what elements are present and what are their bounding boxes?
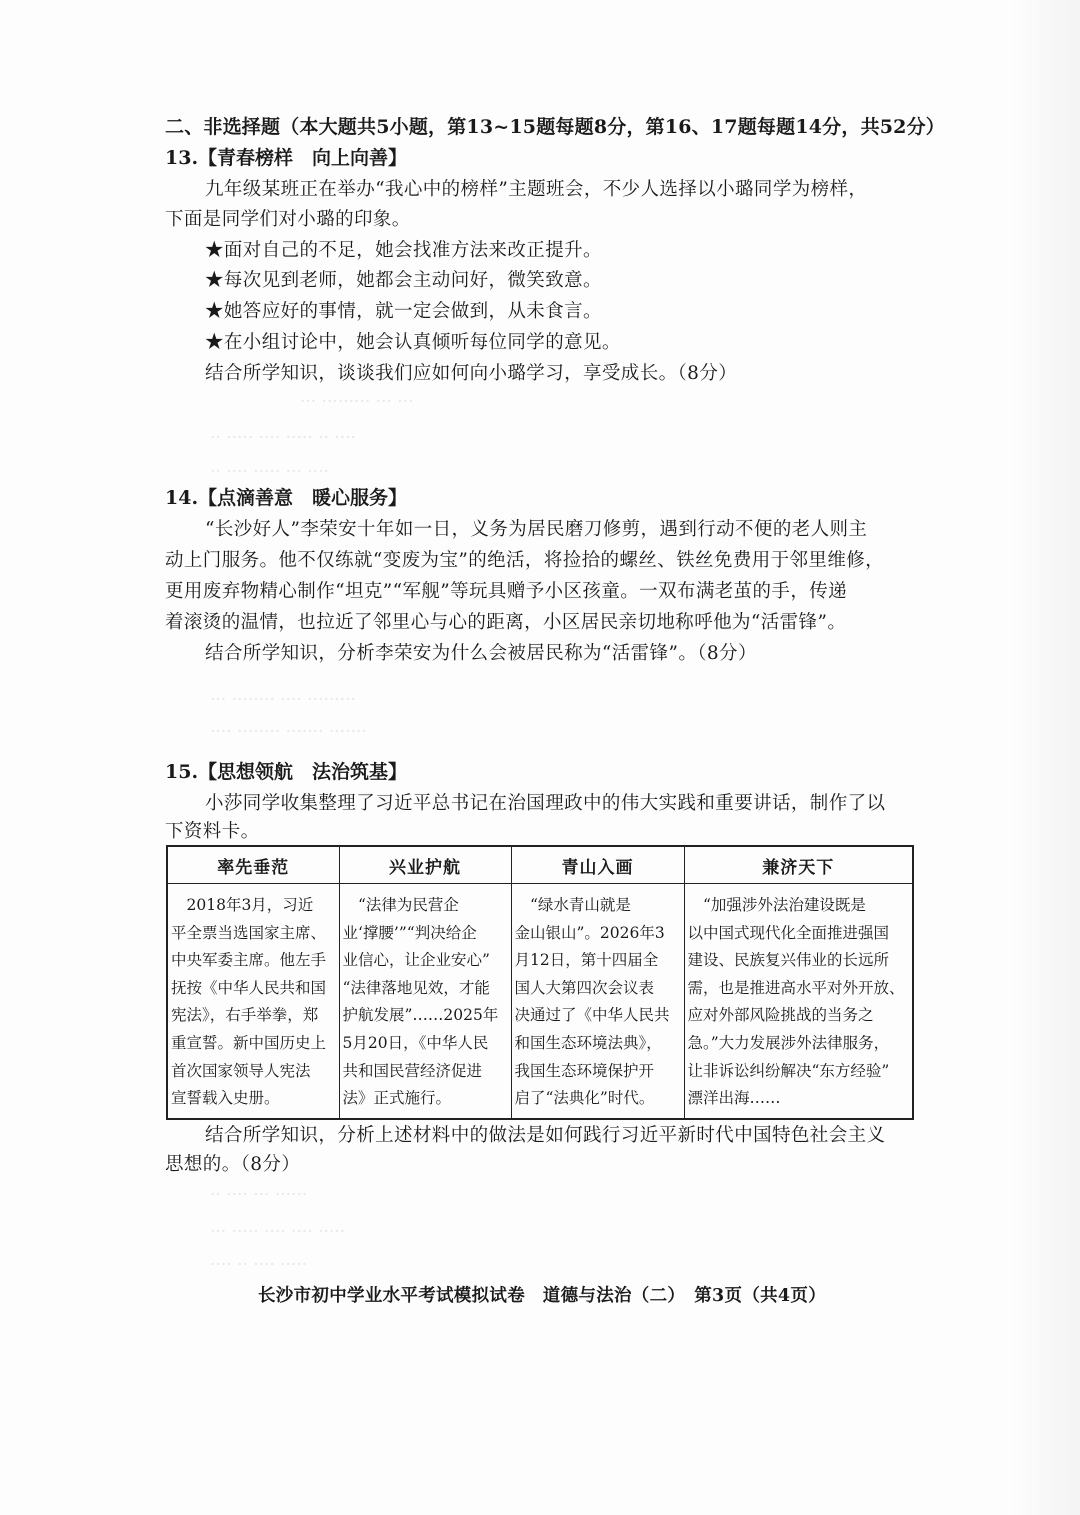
q14-paragraph-line: 动上门服务。他不仅练就“变废为宝”的绝活，将捡拾的螺丝、铁丝免费用于邻里维修， (165, 550, 885, 571)
q14-paragraph-line: 着滚烫的温情，也拉近了邻里心与心的距离，小区居民亲切地称呼他为“活雷锋”。 (165, 612, 847, 633)
scan-shadow (1010, 0, 1080, 1515)
cell-text-line: 护航发展”……2025年 (342, 1006, 499, 1025)
cell-text-line: 月12日，第十四届全 (514, 951, 659, 970)
table-header: 兴业护航 (339, 846, 511, 884)
table-cell (511, 884, 684, 1120)
cell-text-line: 平全票当选国家主席、 (171, 923, 327, 942)
q15-intro-line: 小莎同学收集整理了习近平总书记在治国理政中的伟大实践和重要讲话，制作了以 (205, 793, 886, 814)
q14-title: 14.【点滴善意 暖心服务】 (165, 487, 408, 509)
bleed-through: ··· ········· ··· ··· (300, 392, 414, 412)
q14-paragraph-line: 更用废弃物精心制作“坦克”“军舰”等玩具赠予小区孩童。一双布满老茧的手，传递 (165, 581, 848, 602)
cell-text-line: 急。”大力发展涉外法律服务， (687, 1033, 890, 1052)
bleed-through: ···· ·· ···· ····· (210, 1255, 308, 1275)
cell-text-line: 我国生态环境保护开 (514, 1061, 655, 1080)
q14-question: 结合所学知识，分析李荣安为什么会被居民称为“活雷锋”。（8分） (205, 643, 757, 664)
cell-text-line: “加强涉外法治建设既是 (687, 896, 866, 914)
cell-text-line: 抚按《中华人民共和国 (171, 978, 327, 997)
cell-text-line: “绿水青山就是 (514, 896, 631, 914)
cell-text-line: 重宣誓。新中国历史上 (171, 1033, 327, 1052)
table-cell (167, 884, 339, 1120)
bleed-through: ·· ····· ···· ····· ·· ···· (210, 428, 356, 448)
table-header-row (167, 846, 913, 884)
material-card-table (166, 845, 914, 1120)
cell-text-line: 需，也是推进高水平对外开放、 (687, 978, 905, 997)
cell-text-line: 启了“法典化”时代。 (514, 1089, 655, 1108)
cell-text-line: 以中国式现代化全面推进强国 (687, 923, 890, 942)
cell-text-line: 决通过了《中华人民共 (514, 1006, 670, 1025)
bleed-through: ·· ···· ····· ··· ···· (210, 462, 329, 482)
cell-text-line: “法律为民营企 (342, 896, 459, 914)
table-cell (684, 884, 913, 1120)
q13-star-item: ★她答应好的事情，就一定会做到，从未食言。 (205, 301, 602, 322)
cell-text-line: 共和国民营经济促进 (342, 1061, 483, 1080)
q13-star-item: ★面对自己的不足，她会找准方法来改正提升。 (205, 240, 602, 261)
cell-text-line: 2018年3月，习近 (171, 896, 314, 914)
cell-text-line: 5月20日，《中华人民 (342, 1033, 489, 1052)
cell-text-line: 首次国家领导人宪法 (171, 1061, 311, 1080)
q15-intro-line: 下资料卡。 (165, 821, 260, 842)
cell-text-line: 中央军委主席。他左手 (171, 951, 327, 970)
q13-title: 13.【青春榜样 向上向善】 (165, 147, 408, 169)
cell-text-line: 金山银山”。2026年3 (514, 923, 665, 942)
table-header: 率先垂范 (167, 846, 339, 884)
cell-text-line: 应对外部风险挑战的当务之 (687, 1006, 874, 1025)
cell-text-line: 业‘撑腰’”“判决给企 (342, 923, 477, 942)
section-heading: 二、非选择题（本大题共5小题，第13~15题每题8分，第16、17题每题14分，共52分） (165, 116, 946, 138)
table-row (167, 884, 913, 1120)
q15-question-line: 结合所学知识，分析上述材料中的做法是如何践行习近平新时代中国特色社会主义 (205, 1125, 886, 1146)
cell-text-line: 建设、民族复兴伟业的长远所 (687, 951, 890, 970)
q13-star-item: ★在小组讨论中，她会认真倾听每位同学的意见。 (205, 332, 621, 353)
q13-intro-line: 九年级某班正在举办“我心中的榜样”主题班会，不少人选择以小璐同学为榜样， (205, 179, 868, 200)
bleed-through: ·· ···· ··· ······ (210, 1185, 308, 1205)
table-header: 兼济天下 (684, 846, 913, 884)
bleed-through: ···· ········ ······· ······· (210, 722, 367, 742)
cell-text-line: 法》正式施行。 (342, 1089, 452, 1108)
cell-text-line: 让非诉讼纠纷解决“东方经验” (687, 1061, 890, 1080)
q15-question-line: 思想的。（8分） (165, 1154, 301, 1175)
q14-paragraph-line: “长沙好人”李荣安十年如一日，义务为居民磨刀修剪，遇到行动不便的老人则主 (205, 519, 868, 540)
q13-question: 结合所学知识，谈谈我们应如何向小璐学习，享受成长。（8分） (205, 363, 738, 384)
cell-text-line: 宣誓载入史册。 (171, 1089, 280, 1108)
cell-text-line: 宪法》，右手举拳，郑 (171, 1006, 319, 1025)
table-header: 青山入画 (511, 846, 684, 884)
cell-text-line: 和国生态环境法典》， (514, 1033, 662, 1052)
q13-intro-line: 下面是同学们对小璐的印象。 (165, 209, 411, 230)
q15-title: 15.【思想领航 法治筑基】 (165, 761, 408, 783)
cell-text-line: 漂洋出海…… (687, 1089, 781, 1108)
cell-text-line: 国人大第四次会议表 (514, 978, 655, 997)
q13-star-item: ★每次见到老师，她都会主动问好，微笑致意。 (205, 270, 602, 291)
bleed-through: ··· ····· ···· ···· ····· (210, 1222, 346, 1242)
bleed-through: ··· ········ ···· ········· (210, 690, 356, 710)
page-footer: 长沙市初中学业水平考试模拟试卷 道德与法治（二） 第3页（共4页） (258, 1286, 827, 1306)
cell-text-line: “法律落地见效，才能 (342, 978, 490, 997)
cell-text-line: 业信心，让企业安心” (342, 951, 490, 970)
table-cell (339, 884, 511, 1120)
